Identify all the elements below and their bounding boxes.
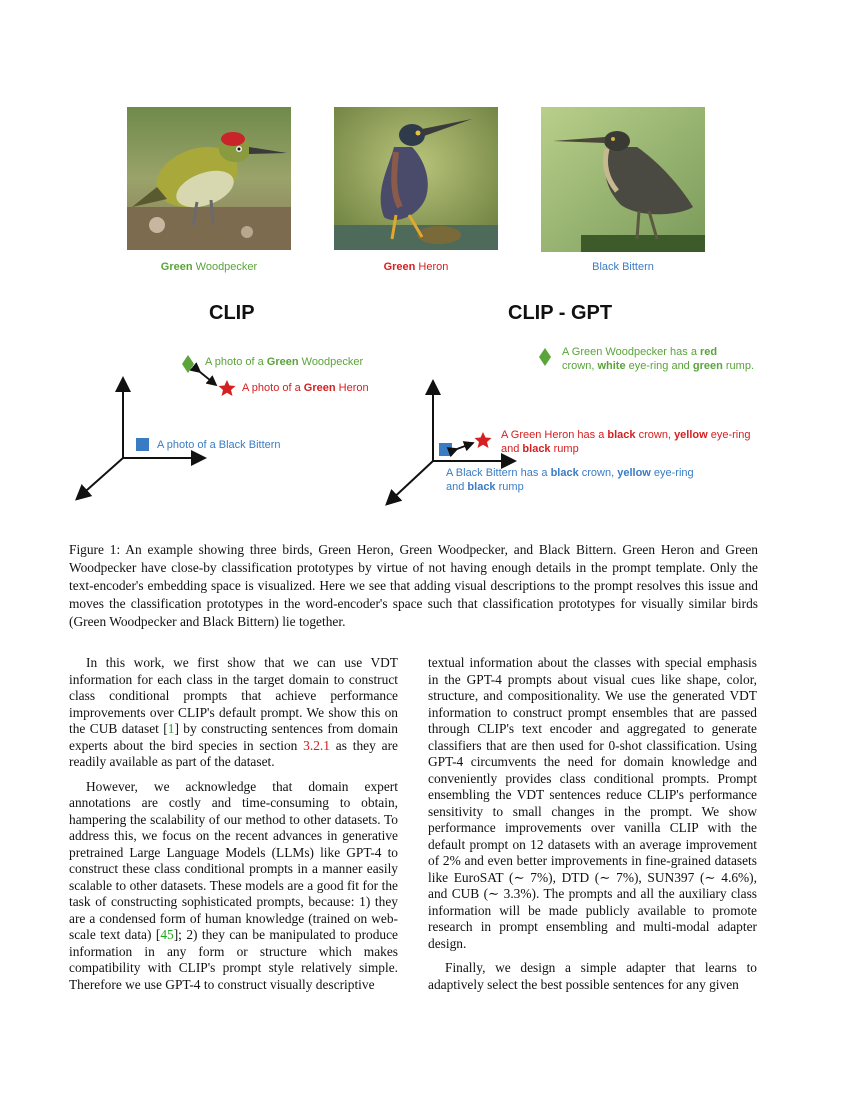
clip-heron-bold: Green <box>303 382 336 394</box>
gpt-bittern-b2: yellow <box>617 467 651 479</box>
gpt-bittern-b3: black <box>467 481 496 493</box>
right-column <box>428 655 757 1001</box>
clip-heron-text <box>242 381 369 395</box>
clip-woodpecker-bold: Green <box>266 356 299 368</box>
label-green-woodpecker-rest: Woodpecker <box>192 261 258 273</box>
clip-heron-star <box>219 380 236 396</box>
left-paragraph-1 <box>69 655 398 771</box>
gpt-woodpecker-t2: crown, <box>562 360 598 372</box>
gpt-woodpecker-b2: white <box>597 360 626 372</box>
gpt-bittern-text <box>446 466 694 494</box>
gpt-heron-b3: black <box>522 443 551 455</box>
gpt-woodpecker-text <box>562 345 754 373</box>
gpt-bittern-t4: and <box>446 481 468 493</box>
clip-bittern-square <box>136 438 149 451</box>
gpt-woodpecker-b1: red <box>700 346 718 358</box>
left-p2-text-a: However, we acknowledge that domain expert annotations are costly and time-consuming to obtain, hampering the scalability of our method to other datasets. To address this, we focus on the recent advances in generative pretrained Large Language Models (LLMs) like GPT-4 to construct these class conditional prompts in a manner easily scalable to other datasets. These models are a good fit for the task of constructing sophisticated prompts, because: 1) they are a condensed form of human knowledge (trained on web-scale text data) [ <box>69 778 398 942</box>
label-green-woodpecker-colored: Green <box>160 261 193 273</box>
clip-heron-pre: A photo of a <box>242 382 304 394</box>
gpt-heron-b1: black <box>607 429 636 441</box>
citation-link[interactable]: 45 <box>160 927 174 942</box>
clip-bittern-text <box>157 438 281 452</box>
left-p1-text-b: ] by constructing sentences from domain experts about the bird species in section <box>69 721 398 753</box>
gpt-woodpecker-t1: A Green Woodpecker has a <box>562 346 700 358</box>
citation-link[interactable]: 1 <box>167 721 175 736</box>
right-paragraph-1: textual information about the classes with special emphasis in the GPT-4 prompts about visual cues like shape, color, structure, and compositionality. We use the generated VDT information to construct prompt ensembles that are passed through CLIP's text encoder and aggregated to generate classifiers that are then used for 0-shot classification. Using GPT-4 circumvents the need for domain knowledge and conveniently provides class conditional prompts. Prompt ensembling the VDT sentences reduce CLIP's performance sensitivity to small changes in the prompt. We show performance improvements over vanilla CLIP with the default prompt on 12 datasets with an average improvement of 2% and even better improvements in fine-grained datasets like EuroSAT (∼ 7%), DTD (∼ 7%), SUN397 (∼ 4.6%), and CUB (∼ 3.3%). The prompts and all the auxiliary class information will be made publicly available to promote research in prompt ensembling and multi-modal adapter design. <box>428 655 757 951</box>
section-link[interactable]: 3.2.1 <box>303 737 330 753</box>
embedding-diagrams <box>0 0 850 540</box>
label-green-heron-colored: Green <box>383 261 416 273</box>
gpt-bittern-t5: rump <box>495 481 524 493</box>
clip-heron-post: Heron <box>335 382 369 394</box>
gpt-heron-t2: crown, <box>635 429 675 441</box>
gpt-heron-b2: yellow <box>674 429 708 441</box>
clip-gpt-title: CLIP - GPT <box>508 302 613 324</box>
gpt-bittern-square <box>439 443 452 456</box>
left-p2-text-b: ]; 2) they can be manipulated to produce information in any form or structure which makes compatibility with CLIP's prompt style relatively simple. Therefore we use GPT-4 to construct visually descriptive <box>69 927 398 992</box>
gpt-bittern-b1: black <box>550 467 579 479</box>
left-column <box>69 655 398 1001</box>
gpt-distance-arrow <box>457 443 473 449</box>
left-p1-text-c: as they are readily available as part of the dataset. <box>69 737 398 769</box>
left-p1-text-a: In this work, we first show that we can use VDT information for each class in the target domain to construct class conditional prompts that achieve performance improvements over CLIP's default prompt. We show this on the CUB dataset [ <box>69 655 398 736</box>
gpt-heron-t3: eye-ring <box>707 429 751 441</box>
clip-title: CLIP <box>209 302 255 324</box>
label-green-heron-rest: Heron <box>415 261 449 273</box>
label-black-bittern-text: Black Bittern <box>592 261 654 273</box>
gpt-heron-star <box>475 432 492 448</box>
clip-bittern-pre: A photo of a Black Bittern <box>157 439 281 451</box>
clip-distance-arrow <box>200 372 216 385</box>
clip-woodpecker-diamond <box>182 355 194 373</box>
clip-woodpecker-text <box>205 355 363 369</box>
gpt-heron-t1: A Green Heron has a <box>501 429 608 441</box>
gpt-heron-t4: and <box>501 443 523 455</box>
right-paragraph-2: Finally, we design a simple adapter that learns to adaptively select the best possible sentences for any given <box>428 960 757 992</box>
gpt-woodpecker-t3: eye-ring and <box>625 360 693 372</box>
clip-woodpecker-pre: A photo of a <box>205 356 267 368</box>
gpt-bittern-t3: eye-ring <box>650 467 694 479</box>
gpt-woodpecker-diamond <box>539 348 551 366</box>
gpt-woodpecker-b3: green <box>692 360 723 372</box>
gpt-heron-t5: rump <box>550 443 579 455</box>
clip-woodpecker-post: Woodpecker <box>298 356 364 368</box>
figure-caption: Figure 1: An example showing three birds, Green Heron, Green Woodpecker, and Black Bittern. Green Heron and Green Woodpecker have close-by classification prototypes by virtue of not having enough details in the prompt template. Only the text-encoder's embedding space is visualized. Here we see that adding visual descriptions to the prompt resolves this issue and moves the classification prototypes in the word-encoder's space such that classification prototypes for visually similar birds (Green Woodpecker and Black Bittern) lie together. <box>69 542 758 629</box>
gpt-bittern-t2: crown, <box>578 467 618 479</box>
left-paragraph-2 <box>69 779 398 994</box>
gpt-heron-text <box>501 428 750 456</box>
gpt-woodpecker-t4: rump. <box>722 360 755 372</box>
gpt-bittern-t1: A Black Bittern has a <box>446 467 551 479</box>
